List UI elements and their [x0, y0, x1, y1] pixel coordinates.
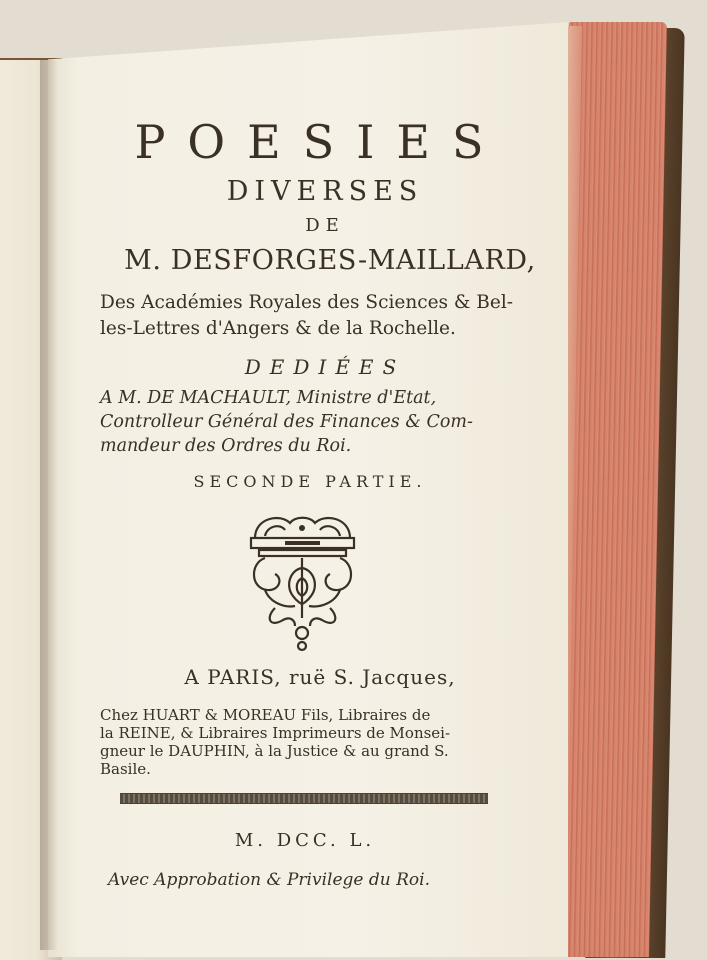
author-preposition: DE [305, 215, 345, 236]
printer-ornament-icon [245, 508, 360, 653]
dedication-line-1: A M. DE MACHAULT, Ministre d'Etat, [100, 388, 437, 408]
book-gutter [40, 60, 58, 950]
author-name: M. DESFORGES-MAILLARD, [124, 245, 536, 276]
printer-line-1: Chez HUART & MOREAU Fils, Libraires de [100, 706, 431, 724]
dedication-line-3: mandeur des Ordres du Roi. [100, 436, 352, 456]
city-line: A PARIS, ruë S. Jacques, [184, 665, 456, 689]
printer-line-3: gneur le DAUPHIN, à la Justice & au grand S. [100, 742, 449, 760]
dedication-line-2: Controlleur Général des Finances & Com- [100, 412, 473, 432]
book-title: POESIES [134, 115, 506, 169]
academies-line-1: Des Académies Royales des Sciences & Bel- [100, 292, 513, 313]
printer-line-4: Basile. [100, 760, 151, 778]
decorative-rule [120, 793, 488, 804]
academies-line-2: les-Lettres d'Angers & de la Rochelle. [100, 318, 456, 339]
approbation-line: Avec Approbation & Privilege du Roi. [108, 870, 430, 890]
printer-line-2: la REINE, & Libraires Imprimeurs de Monsei- [100, 724, 451, 742]
book-subtitle: DIVERSES [226, 176, 424, 207]
part-label: SECONDE PARTIE. [193, 472, 427, 491]
publication-year: M. DCC. L. [234, 830, 376, 851]
dedication-heading: DEDIÉES [244, 355, 406, 379]
